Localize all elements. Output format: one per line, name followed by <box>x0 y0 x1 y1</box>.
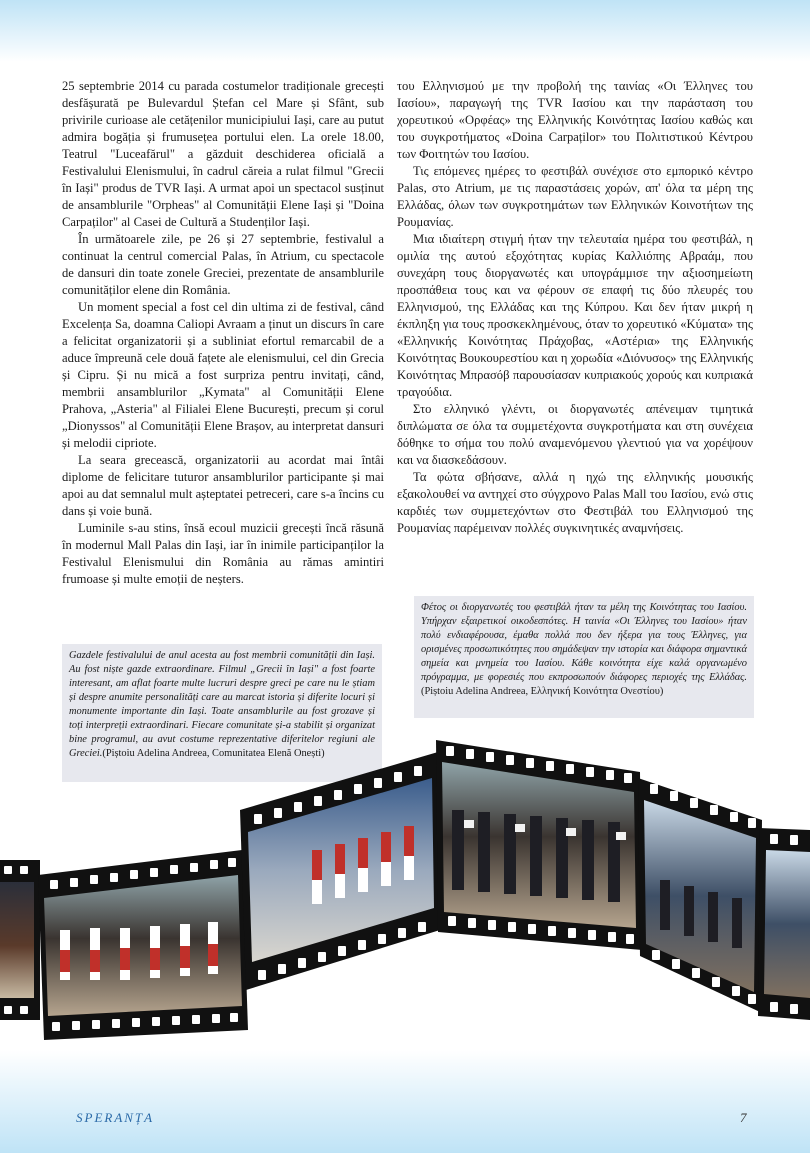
magazine-brand: SPERANȚA <box>76 1110 155 1125</box>
right-paragraph-4: Στο ελληνικό γλέντι, οι διοργανωτές απένειμαν τιμητικά διπλώματα σε όλα τα συμμετέχοντα συγκροτήματα και στη συνέχεια δόθηκε το σήμα του πολύ αναμενόμενου γλεντιού για να χορέψουν και να διασκεδάσουν. <box>397 402 753 467</box>
left-paragraph-4: La seara grecească, organizatorii au acordat mai întâi diplome de felicitare tuturor ansamblurilor participante și mai apoi au dat semnalul mult așteptatei petreceri, care s-a încins cu dans și voie bună. <box>62 453 384 518</box>
caption-right-text: Φέτος οι διοργανωτές του φεστιβάλ ήταν τα μέλη της Κοινότητας του Ιασίου. Υπήρχαν εξαιρετικοί οικοδεσπότες. Η ταινία «Οι Έλληνες του Ιασίου» ήταν πολύ ενδιαφέρουσα, έμαθα πολλά που δεν ήξερα για τους Έλληνες, για ορισμένες προσωπικότητες που σημάδεψαν την ιστορία και διάφορα σημαντικά σημεία και μνημεία του Ιασίου. Κάθε κοινότητα είχε καλά οργανωμένο πρόγραμμα, με φορεσιές που εκπροσωπούν διάφορες περιοχές της Ελλάδας. <box>421 602 747 683</box>
caption-left-text: Gazdele festivalului de anul acesta au fost membrii comunității din Iași. Au fost niște gazde extraordinare. Filmul „Grecii în Iași" a fost foarte interesant, am aflat foarte multe lucruri despre greci pe care nu le știam și despre anumite personalități care au marcat istoria și diferite locuri și monumente importante din Iași. Toate ansamblurile au fost grozave și toți interpreții extraordinari. Fiecare comunitate și-a stabilit și organizat bine programul, au avut costume reprezentative diferitelor regiuni ale Greciei. <box>69 650 375 759</box>
page-number: 7 <box>740 1110 747 1125</box>
left-paragraph-2: În următoarele zile, pe 26 și 27 septembrie, festivalul a continuat la centrul comercial Palas, în Atrium, cu spectacole de dansuri din toate zonele Greciei, prezentate de ansamblurile comunităților elene din România. <box>62 232 384 297</box>
right-paragraph-5: Τα φώτα σβήσανε, αλλά η ηχώ της ελληνικής μουσικής εξακολουθεί να αντηχεί στο σύγχρονο Palas Mall του Ιασίου, ενώ στις καρδιές των συμμετεχόντων στο Φεστιβάλ του Ελληνισμού της Ρουμανίας παρέμειναν πολλές συγκινητικές αναμνήσεις. <box>397 470 753 535</box>
left-text-column <box>62 78 384 588</box>
right-paragraph-1: του Ελληνισμού με την προβολή της ταινίας «Οι Έλληνες του Ιασίου», παραγωγή της TVR Ιασίου και την παράσταση του χορευτικού «Ορφέας» της Ελληνικής Κοινότητας Ιασίου καθώς και του συγκροτήματος «Doina Carpaților» του Πολιτιστικού Κέντρου των Φοιτητών του Ιασίου. <box>397 79 753 161</box>
bottom-gradient-band <box>0 1050 810 1153</box>
top-gradient-band <box>0 0 810 62</box>
left-paragraph-3: Un moment special a fost cel din ultima zi de festival, când Excelența Sa, doamna Caliopi Avraam a ținut un discurs în care a felicitat organizatorii și a subliniat efortul remarcabil de a aduce împreună cele două fațete ale elenismului, cel din Grecia și Cipru. Și nu mică a fost surpriza pentru invitați, când, membrii ansamblurilor „Kymata" al Comunității Elene Prahova, „Asteria" al Filialei Elene București, precum și corul „Dionyssos" al Comunității Elene Brașov, au interpretat dansuri și melodii cipriote. <box>62 300 384 450</box>
caption-right-source: (Piștoiu Adelina Andreea, Ελληνική Κοινότητα Ονεστίου) <box>421 686 664 697</box>
right-paragraph-2: Τις επόμενες ημέρες το φεστιβάλ συνέχισε στο εμπορικό κέντρο Palas, στο Atrium, με τις παραστάσεις χορών, απ' όλα τα μέρη της Ελλάδας, όλων των συγκροτημάτων των Ελληνικών Κοινοτήτων της Ρουμανίας. <box>397 164 753 229</box>
right-text-column <box>397 78 753 537</box>
caption-left-source: (Piștoiu Adelina Andreea, Comunitatea Elenă Onești) <box>102 748 325 759</box>
film-frame-1 <box>0 860 40 1020</box>
right-paragraph-3: Μια ιδιαίτερη στιγμή ήταν την τελευταία ημέρα του φεστιβάλ, η ομιλία της αυτού εξοχότητας κυρίας Καλλιόπης Αβραάμ, που συνεχάρη τους διοργανωτές και υπογράμμισε την αξιοσημείωτη προσπάθεια τους και να φέρουν σε επαφή τις δύο πλευρές του Ελληνισμού, της Ελλάδας και της Κύπρου. Και δεν ήταν μικρή η έκπληξη για τους προσκεκλημένους, όταν το χορευτικό «Κύματα» της «Ελληνικής Κοινότητας Πράχοβας, «Αστέρια» της Ελληνικής Κοινότητας Βουκουρεστίου και η χορωδία «Διόνυσος» της Ελληνικής Κοινότητας Μπρασόβ παρουσίασαν κυπριακούς χορούς και κυπριακά τραγούδια. <box>397 232 753 399</box>
left-paragraph-1: 25 septembrie 2014 cu parada costumelor tradiționale grecești desfășurată pe Bulevardul Ștefan cel Mare și Sfânt, sub privirile curioase ale cetățenilor municipiului Iași, care au putut admira bogăția și frumusețea portului elen. La orele 18.00, Teatrul "Luceafărul" a găzduit deschiderea oficială a Festivalului Elenismului, în cadrul căreia a rulat filmul "Grecii în Iași" produs de TVR Iași. A urmat apoi un spectacol susținut de ansamblurile "Orpheas" al Comunității Elene Iași și "Doina Carpaților" al Casei de Cultură a Studenților Iași. <box>62 79 384 229</box>
left-paragraph-5: Luminile s-au stins, însă ecoul muzicii grecești încă răsună în modernul Mall Palas din Iași, iar în inimile participanților la Festivalul Elenismului din România au rămas amintiri frumoase și multe emoții de neșters. <box>62 521 384 586</box>
film-frame-2 <box>38 850 248 1040</box>
film-frame-6 <box>758 828 810 1020</box>
filmstrip-photo-collage <box>0 700 810 1060</box>
